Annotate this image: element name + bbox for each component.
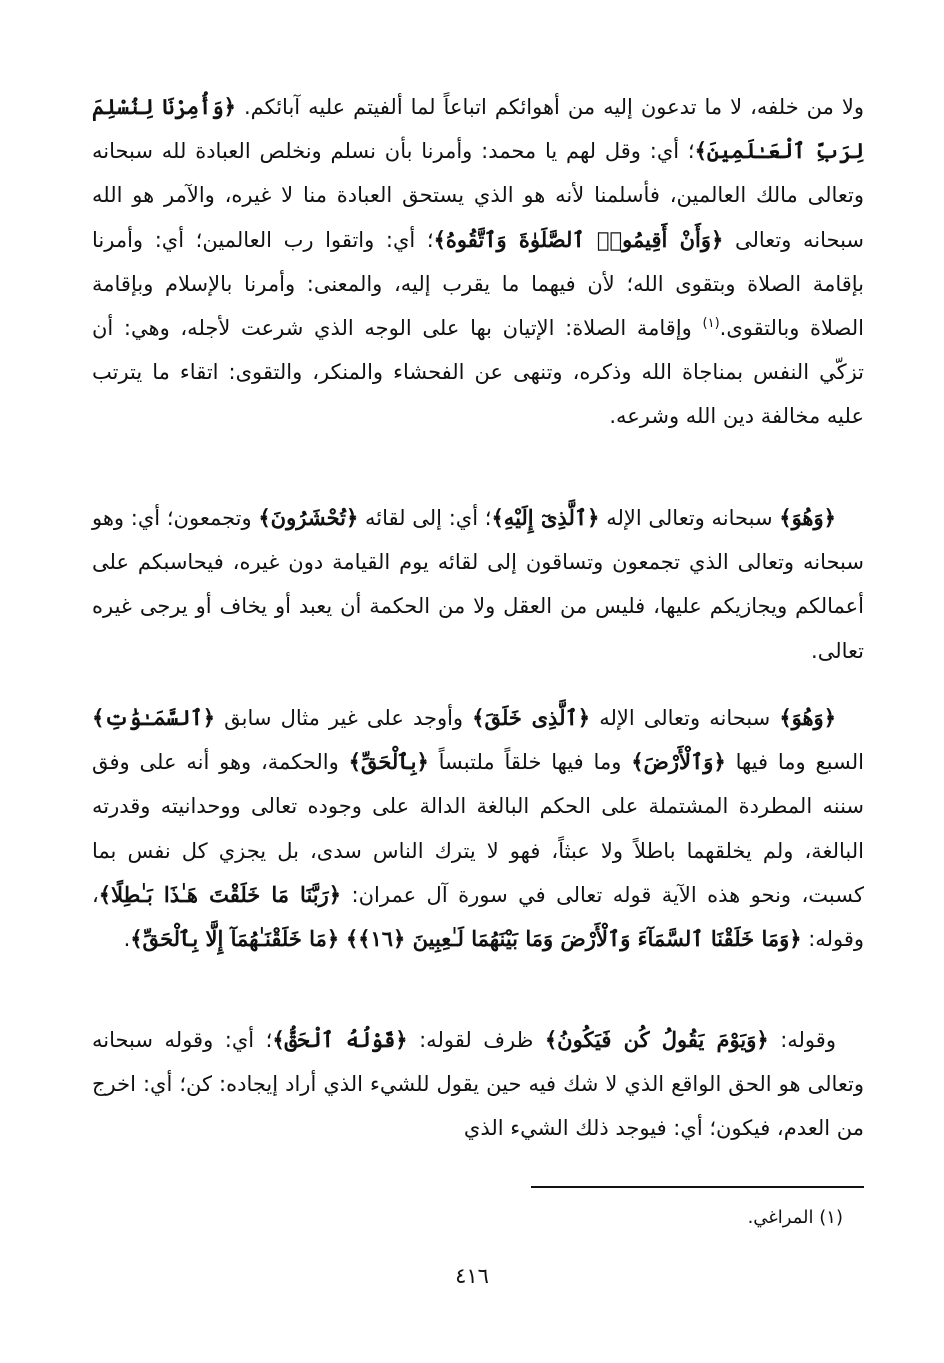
quran-verse: ﴿ٱلسَّمَـٰوَٰتِ﴾ [92, 705, 216, 730]
paragraph-3 [92, 696, 864, 961]
quran-verse: ﴿رَبَّنَا مَا خَلَقْتَ هَـٰذَا بَـٰطِلًا﴾ [98, 881, 342, 907]
body-text: وتجمعون؛ أي: وهو سبحانه وتعالى الذي تجمعون وتساقون إلى لقائه يوم القيامة دون غيره، فيحاسبكم على أعمالكم ويجازيكم عليها، فليس من العقل ولا من الحكمة أن يعبد أو يخاف أو يرجى غيره تعالى. [92, 506, 864, 663]
footnote [531, 1203, 843, 1233]
body-text: سبحانه وتعالى الإله [599, 706, 771, 730]
body-text: وقوله: [780, 1028, 836, 1052]
body-text: وإقامة الصلاة: الإتيان بها على الوجه الذي شرعت لأجله، وهي: أن تزكّي النفس بمناجاة الله وذكره، وتنهى عن الفحشاء والمنكر، والتقوى: اتقاء ما يترتب عليه مخالفة دين الله وشرعه. [92, 316, 864, 429]
body-text: ، وقوله: [92, 882, 864, 952]
body-text: والحكمة، وهو أنه على وفق سننه المطردة المشتملة على الحكم البالغة الدالة على وجوده تعالى ووحدانيته وقدرته البالغة، ولم يخلقهما باطلاً ولا عبثاً، فهو لا يترك الناس سدى، بل يجزي كل نفس بما كسبت، ونحو هذه الآية قوله تعالى في سورة آل عمران: [92, 750, 864, 907]
paragraph-4 [92, 1018, 864, 1151]
quran-verse: ﴿وَهُوَ﴾ [779, 505, 836, 530]
quran-verse: ﴿قَوْلُهُ ٱلْحَقُّ﴾ [272, 1027, 408, 1052]
body-text: ؛ أي: وقوله سبحانه وتعالى هو الحق الواقع الذي لا شك فيه حين يقول للشيء الذي أراد إيجاده: كن؛ أي: اخرج من العدم، فيكون؛ أي: فيوجد ذلك الشيء الذي [92, 1028, 864, 1141]
page-number: ٤١٦ [455, 1264, 489, 1288]
quran-verse: ﴿تُحْشَرُونَ﴾ [258, 505, 359, 530]
body-text: سبحانه وتعالى الإله [606, 506, 773, 530]
body-text: ظرف لقوله: [419, 1028, 534, 1052]
body-text: ؛ أي: إلى لقائه [365, 506, 492, 530]
quran-verse: ﴿وَهُوَ﴾ [779, 705, 837, 730]
quran-verse: ﴿وَٱلْأَرْضَ﴾ [631, 749, 726, 775]
body-text: . [123, 927, 131, 952]
quran-verse: ﴿ٱلَّذِى خَلَقَ﴾ [472, 705, 591, 730]
footnote-divider [531, 1186, 864, 1188]
quran-verse: ﴿وَأُمِرْنَا لِنُسْلِمَ لِرَبِّ ٱلْعَـٰلَمِينَ﴾ [92, 94, 864, 164]
footnote-number: (١) [819, 1207, 843, 1228]
quran-verse: ﴿ٱلَّذِىٓ إِلَيْهِ﴾ [491, 505, 600, 530]
body-text: السبع وما فيها [735, 750, 864, 775]
body-text: وما فيها خلقاً ملتبساً [438, 750, 622, 775]
body-text: وأوجد على غير مثال سابق [224, 706, 464, 730]
quran-verse: ﴿بِٱلْحَقِّ﴾ [348, 749, 429, 775]
paragraph-1 [92, 85, 864, 439]
quran-verse: ﴿وَأَنْ أَقِيمُوا۟ ٱلصَّلَوٰةَ وَٱتَّقُوهُ﴾ [433, 226, 724, 252]
body-text: ؛ أي: واتقوا رب العالمين؛ أي: وأمرنا بإقامة الصلاة وبتقوى الله؛ لأن فيهما ما يقرب إليه، والمعنى: وأمرنا بالإسلام وبإقامة الصلاة وبالتقوى. [92, 227, 864, 341]
body-text: ولا من خلفه، لا ما تدعون إليه من أهوائكم اتباعاً لما ألفيتم عليه آبائكم. [243, 95, 864, 119]
quran-verse: ﴿مَا خَلَقْنَـٰهُمَآ إِلَّا بِٱلْحَقِّ﴾ [130, 926, 340, 952]
footnote-reference[interactable]: (١) [702, 316, 720, 332]
quran-verse: ﴿وَمَا خَلَقْنَا ٱلسَّمَآءَ وَٱلْأَرْضَ وَمَا بَيْنَهُمَا لَـٰعِبِينَ ﴿١٦﴾﴾ [345, 926, 802, 952]
quran-verse: ﴿وَيَوْمَ يَقُولُ كُن فَيَكُونُ﴾ [544, 1027, 769, 1052]
paragraph-2 [92, 496, 864, 673]
footnote-text: المراغي. [747, 1207, 814, 1228]
body-text: ؛ أي: وقل لهم يا محمد: وأمرنا بأن نسلم ونخلص العبادة لله سبحانه وتعالى مالك العالمين، فأسلمنا لأنه هو الذي يستحق العبادة منا لا غيره، والآمر هو الله سبحانه وتعالى [92, 139, 864, 252]
